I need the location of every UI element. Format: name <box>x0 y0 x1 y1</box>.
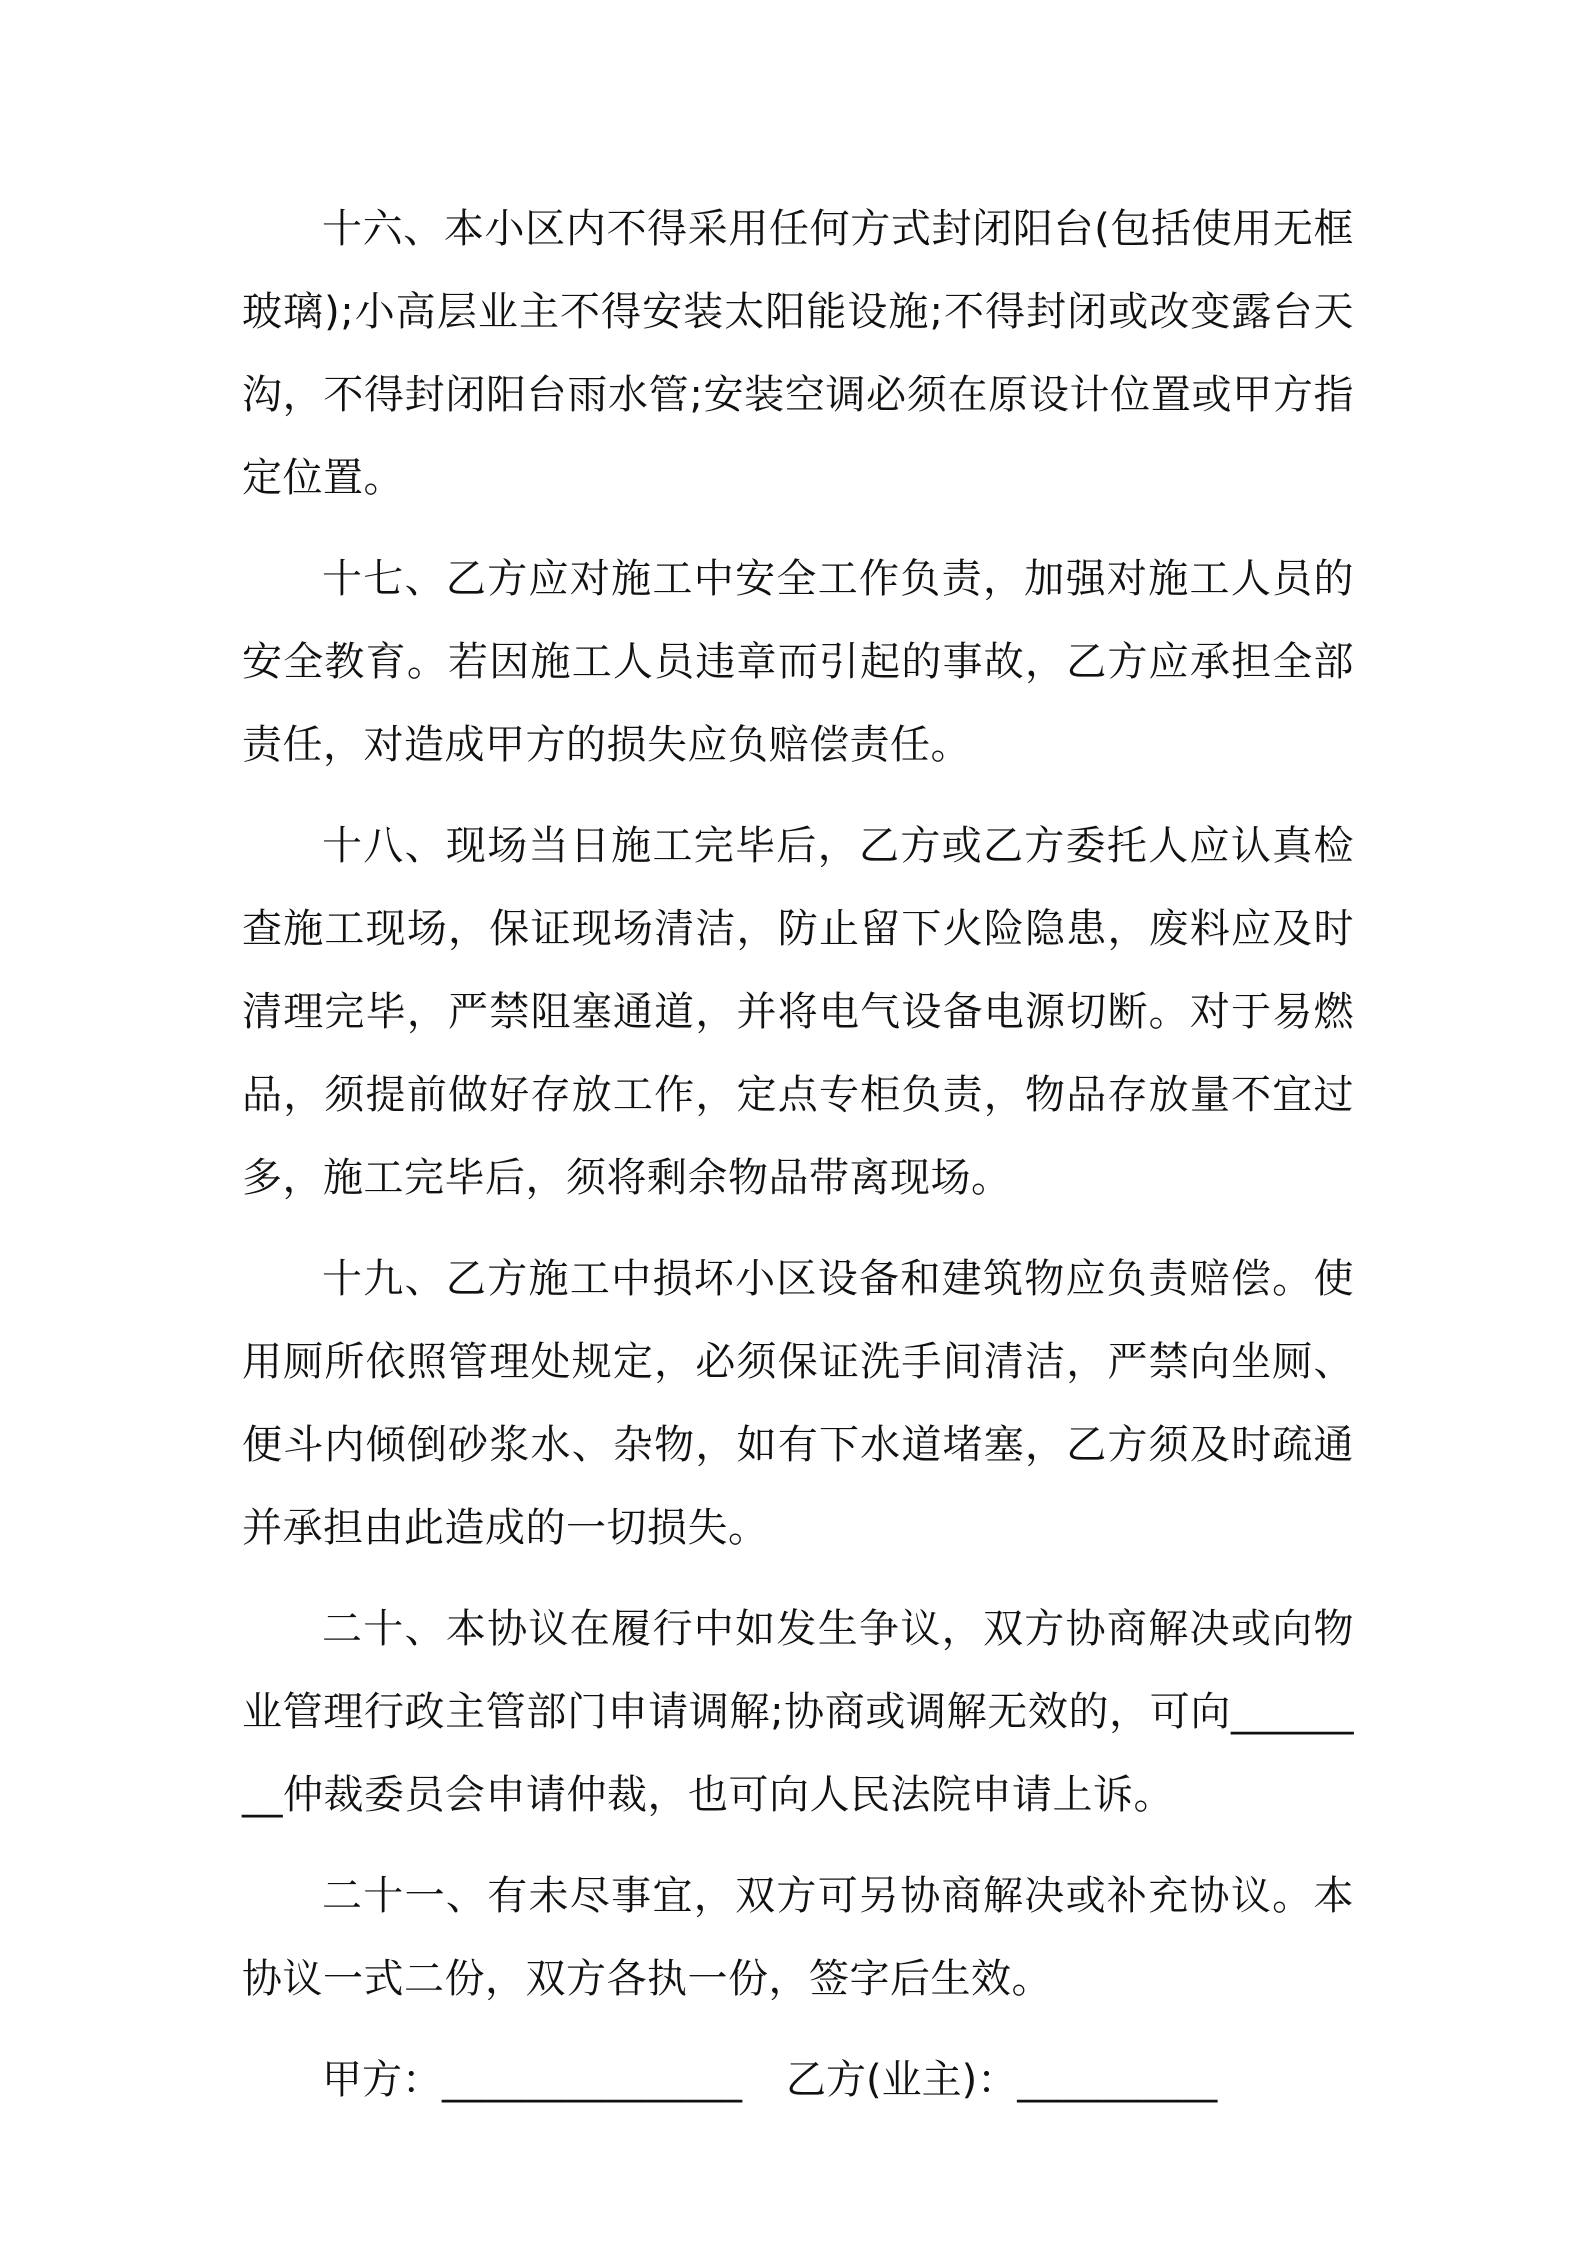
clause-20: 二十、本协议在履行中如发生争议，双方协商解决或向物业管理行政主管部门申请调解;协商或调解无效的，可向________仲裁委员会申请仲裁，也可向人民法院申请上诉。 <box>242 1606 1354 1818</box>
clause-21: 二十一、有未尽事宜，双方可另协商解决或补充协议。本协议一式二份，双方各执一份，签字后生效。 <box>242 1873 1354 2002</box>
clause-18: 十八、现场当日施工完毕后，乙方或乙方委托人应认真检查施工现场，保证现场清洁，防止留下火险隐患，废料应及时清理完毕，严禁阻塞通道，并将电气设备电源切断。对于易燃品，须提前做好存放工作，定点专柜负责，物品存放量不宜过多，施工完毕后，须将剩余物品带离现场。 <box>242 823 1354 1201</box>
document-body <box>242 188 1354 2122</box>
signature-line <box>242 2039 1354 2122</box>
party-b-signature: 乙方(业主)：__________ <box>786 2057 1218 2103</box>
party-a-signature: 甲方：_______________ <box>322 2057 742 2103</box>
clause-16: 十六、本小区内不得采用任何方式封闭阳台(包括使用无框玻璃);小高层业主不得安装太阳能设施;不得封闭或改变露台天沟，不得封闭阳台雨水管;安装空调必须在原设计位置或甲方指定位置。 <box>242 206 1354 501</box>
clause-17: 十七、乙方应对施工中安全工作负责，加强对施工人员的安全教育。若因施工人员违章而引起的事故，乙方应承担全部责任，对造成甲方的损失应负赔偿责任。 <box>242 556 1354 768</box>
clause-19: 十九、乙方施工中损坏小区设备和建筑物应负责赔偿。使用厕所依照管理处规定，必须保证洗手间清洁，严禁向坐厕、便斗内倾倒砂浆水、杂物，如有下水道堵塞，乙方须及时疏通并承担由此造成的一切损失。 <box>242 1256 1354 1551</box>
